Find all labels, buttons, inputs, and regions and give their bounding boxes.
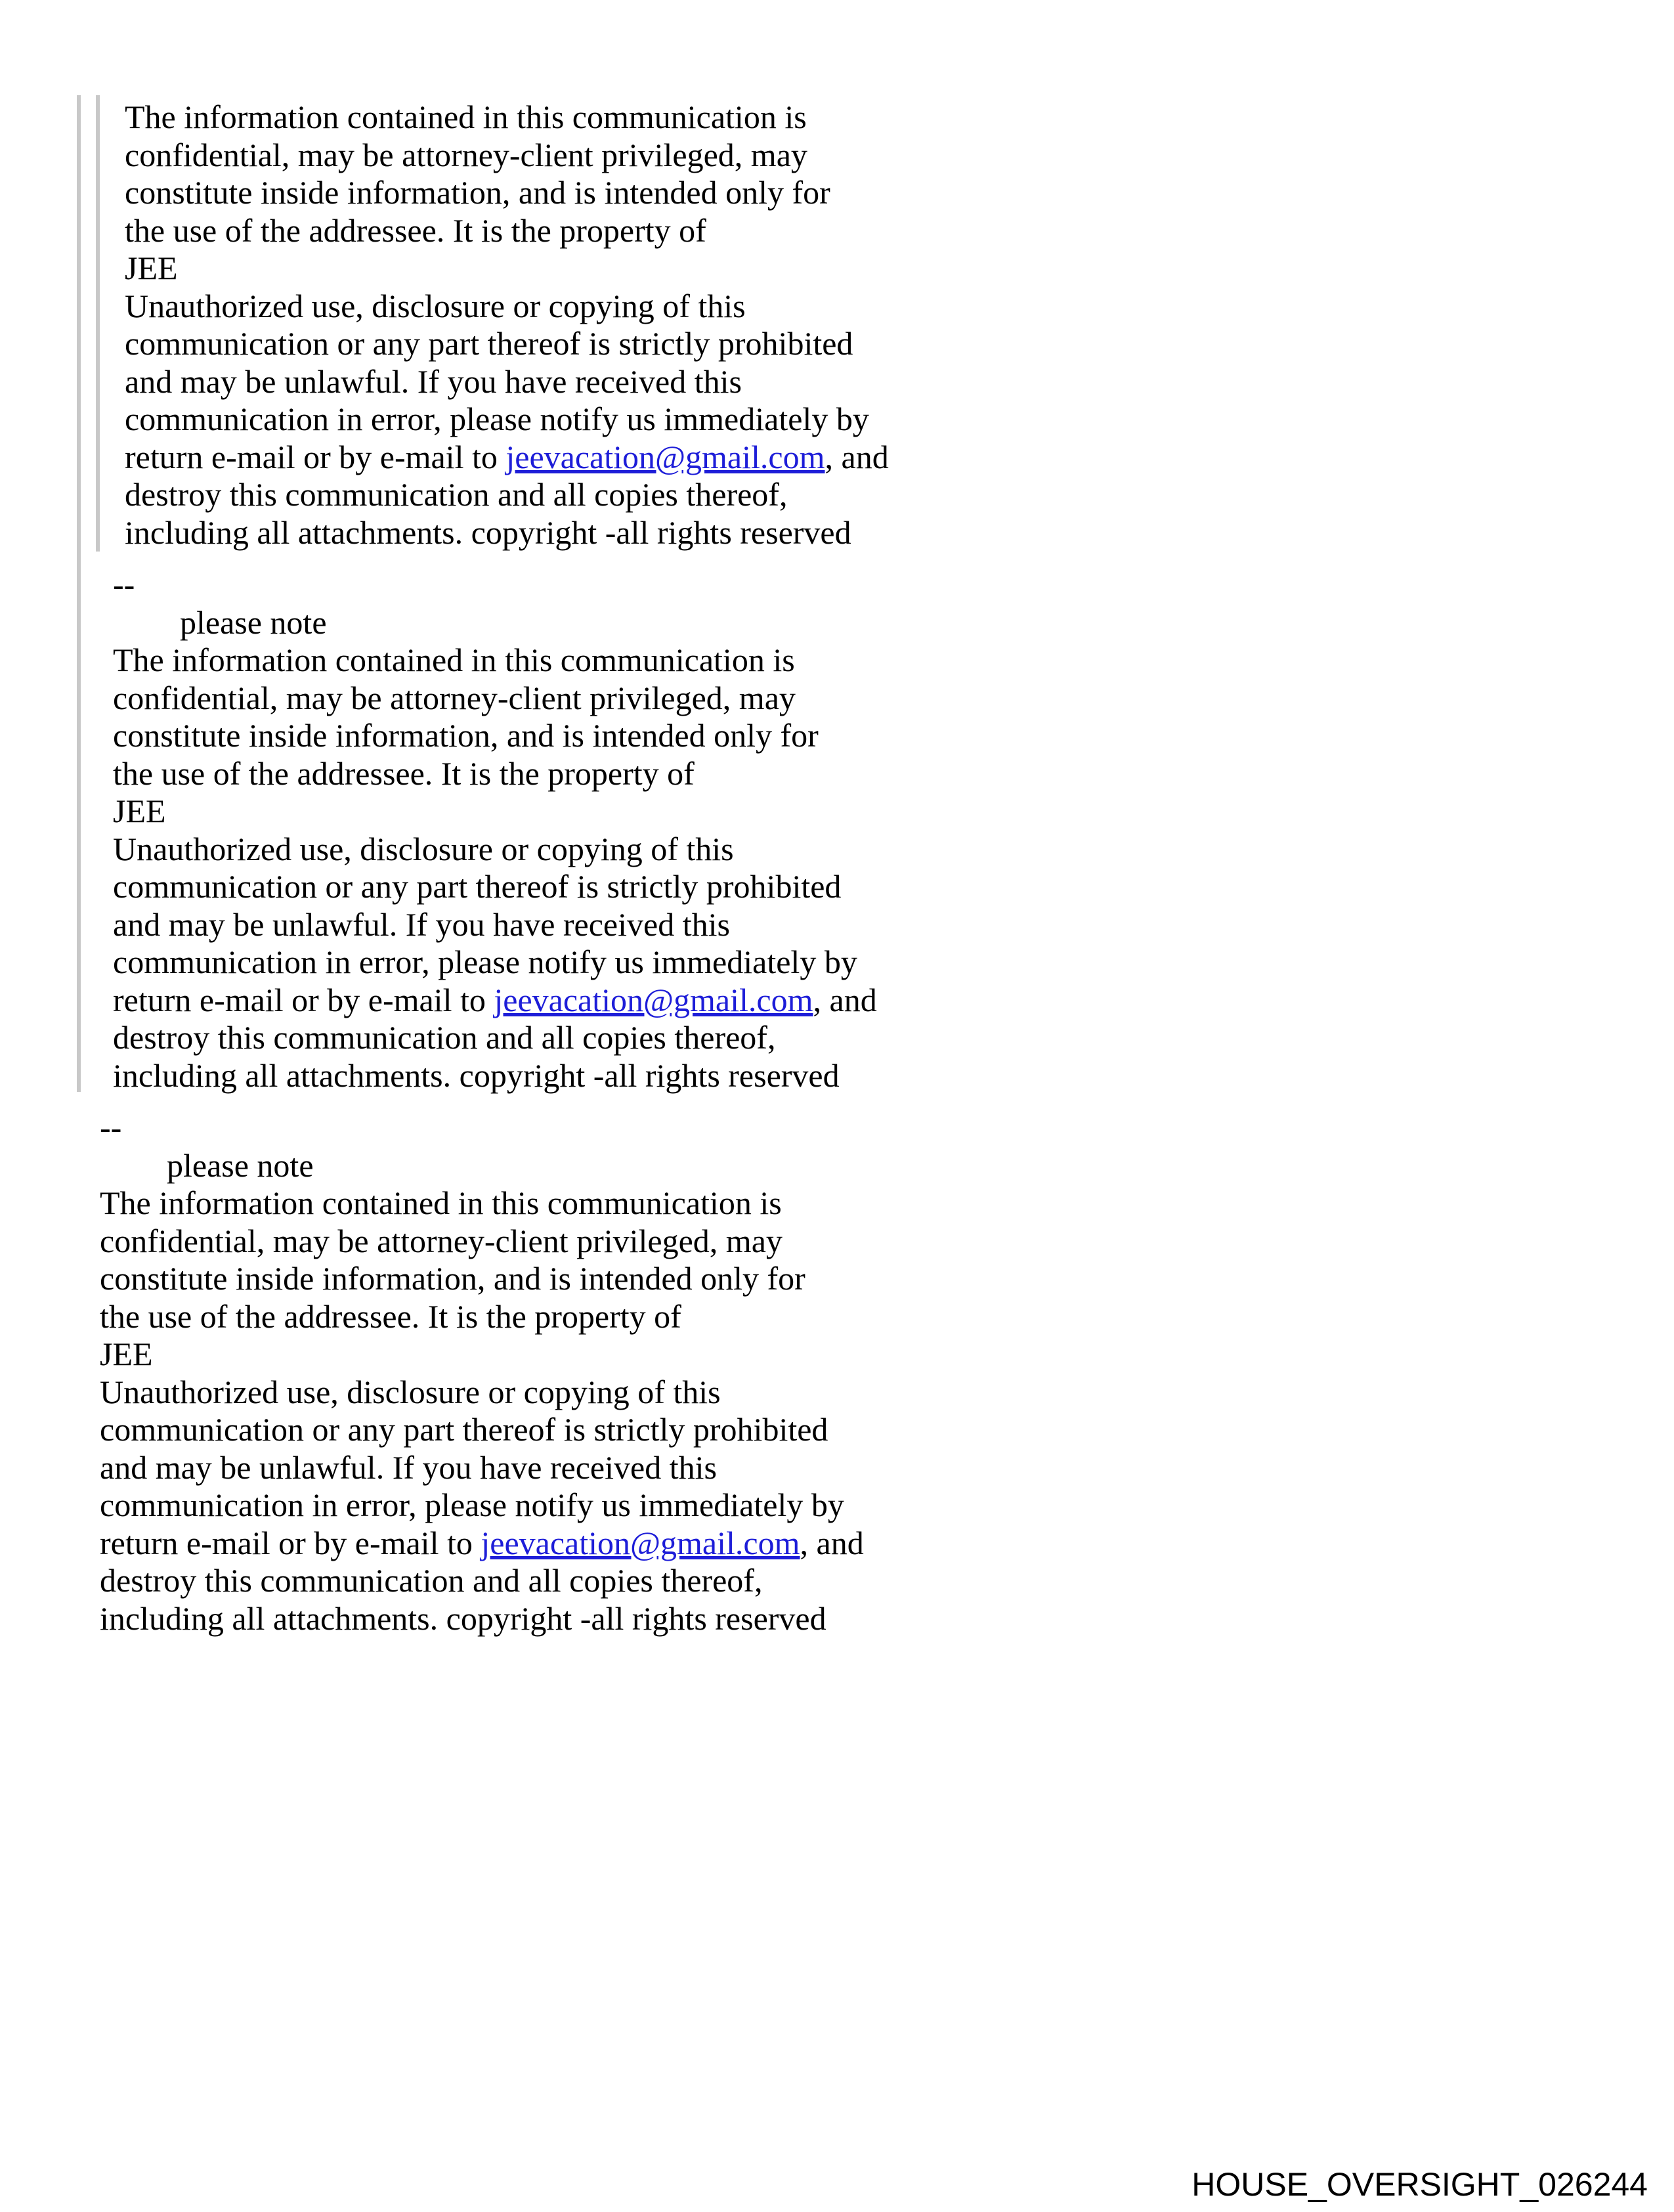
text-segment: communication in error, please notify us immediately by <box>100 1486 844 1523</box>
text-segment: communication or any part thereof is strictly prohibited <box>125 325 853 362</box>
text-segment: The information contained in this communication is <box>113 641 795 678</box>
text-segment: including all attachments. copyright -all rights reserved <box>125 513 851 551</box>
text-line <box>100 1600 864 1638</box>
text-segment: confidential, may be attorney-client privileged, may <box>125 136 807 173</box>
quote-bar-inner <box>96 95 100 552</box>
text-line <box>125 401 889 439</box>
text-segment: and may be unlawful. If you have received this <box>100 1448 717 1486</box>
text-line <box>125 174 889 212</box>
text-line <box>100 1525 864 1563</box>
text-segment: Unauthorized use, disclosure or copying of this <box>113 830 734 867</box>
text-segment: , and <box>800 1524 864 1561</box>
text-segment: the use of the addressee. It is the property of <box>125 211 706 249</box>
text-segment: , and <box>813 981 877 1018</box>
text-line <box>113 1057 877 1095</box>
text-line <box>100 1486 864 1525</box>
text-line <box>125 363 889 401</box>
text-line <box>100 1335 864 1374</box>
text-line <box>125 212 889 250</box>
text-segment: JEE <box>113 792 166 829</box>
text-segment: Unauthorized use, disclosure or copying of this <box>100 1373 721 1410</box>
text-segment: JEE <box>100 1335 153 1372</box>
text-line <box>125 476 889 514</box>
text-line <box>100 1562 864 1600</box>
bates-number: HOUSE_OVERSIGHT_026244 <box>1191 2166 1648 2203</box>
text-segment: JEE <box>125 249 178 286</box>
text-segment: confidential, may be attorney-client privileged, may <box>113 679 796 716</box>
quote-bar-outer <box>77 95 81 1092</box>
text-line <box>113 641 877 680</box>
text-line <box>113 755 877 793</box>
text-segment: constitute inside information, and is intended only for <box>100 1260 805 1297</box>
text-line <box>125 514 889 552</box>
text-line <box>125 439 889 477</box>
text-line <box>113 792 877 831</box>
text-segment: the use of the addressee. It is the property of <box>113 754 695 792</box>
text-line <box>125 137 889 175</box>
disclaimer-unquoted <box>100 1109 864 1637</box>
text-line <box>125 325 889 363</box>
text-segment: return e-mail or by e-mail to <box>113 981 494 1018</box>
text-segment: destroy this communication and all copies thereof, <box>113 1019 776 1056</box>
text-line <box>100 1147 864 1185</box>
text-line <box>100 1449 864 1487</box>
text-line <box>125 249 889 288</box>
text-line <box>100 1260 864 1298</box>
text-segment: please note <box>167 1146 314 1184</box>
text-line <box>125 98 889 137</box>
text-line <box>100 1411 864 1449</box>
text-line <box>100 1298 864 1336</box>
text-segment: return e-mail or by e-mail to <box>125 438 506 475</box>
text-segment: The information contained in this communication is <box>100 1184 782 1221</box>
text-segment: communication in error, please notify us immediately by <box>113 943 857 980</box>
text-line <box>100 1374 864 1412</box>
text-segment: destroy this communication and all copies thereof, <box>125 476 788 513</box>
quoted-disclaimer-level-1 <box>113 566 877 1095</box>
text-line <box>113 566 877 604</box>
text-segment: including all attachments. copyright -all rights reserved <box>113 1056 840 1094</box>
text-segment: -- <box>100 1109 122 1146</box>
text-segment: including all attachments. copyright -all rights reserved <box>100 1599 826 1637</box>
text-segment: , and <box>825 438 889 475</box>
text-line <box>113 868 877 906</box>
text-segment: communication in error, please notify us immediately by <box>125 401 869 437</box>
text-line <box>113 943 877 982</box>
email-link[interactable]: jeevacation@gmail.com <box>494 981 813 1018</box>
text-segment: -- <box>113 566 135 603</box>
text-line <box>113 717 877 755</box>
text-segment: the use of the addressee. It is the property of <box>100 1297 681 1335</box>
text-line <box>125 288 889 326</box>
text-line <box>100 1109 864 1147</box>
text-segment: confidential, may be attorney-client privileged, may <box>100 1222 783 1259</box>
text-segment: communication or any part thereof is strictly prohibited <box>113 868 842 905</box>
text-segment: The information contained in this communication is <box>125 98 807 135</box>
text-line <box>100 1223 864 1261</box>
text-segment: and may be unlawful. If you have received this <box>125 362 742 400</box>
text-segment: destroy this communication and all copies thereof, <box>100 1562 763 1599</box>
text-segment: constitute inside information, and is intended only for <box>113 717 819 754</box>
text-line <box>113 831 877 869</box>
text-line <box>100 1184 864 1223</box>
text-segment: Unauthorized use, disclosure or copying of this <box>125 287 746 324</box>
text-segment: please note <box>180 603 327 641</box>
email-link[interactable]: jeevacation@gmail.com <box>481 1524 800 1561</box>
text-line <box>113 1019 877 1057</box>
text-line <box>113 906 877 944</box>
text-segment: return e-mail or by e-mail to <box>100 1524 481 1561</box>
quoted-disclaimer-level-2 <box>125 98 889 552</box>
text-line <box>113 604 877 642</box>
text-segment: and may be unlawful. If you have received this <box>113 905 730 943</box>
text-line <box>113 982 877 1020</box>
text-segment: communication or any part thereof is strictly prohibited <box>100 1411 828 1448</box>
text-line <box>113 680 877 718</box>
email-link[interactable]: jeevacation@gmail.com <box>505 438 825 475</box>
text-segment: constitute inside information, and is intended only for <box>125 174 830 211</box>
